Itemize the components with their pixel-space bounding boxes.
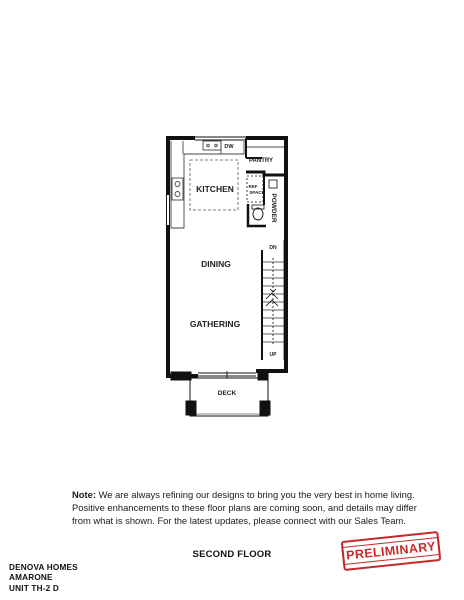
builder-name: DENOVA HOMES <box>9 563 78 572</box>
room-label-powder: POWDER <box>270 193 277 223</box>
pantry <box>246 138 284 158</box>
room-label-ref-space-2: SPACE <box>249 190 265 195</box>
note-prefix: Note: <box>72 489 96 500</box>
kitchen-window <box>195 137 246 140</box>
deck-door <box>198 371 256 378</box>
room-label-pantry: PANTRY <box>249 158 273 164</box>
powder-room <box>246 172 284 226</box>
stamp-text: PRELIMINARY <box>341 537 440 565</box>
stair-label-down: DN <box>269 245 277 251</box>
floor-title: SECOND FLOOR <box>192 549 272 560</box>
note-text: We are always refining our designs to bring you the very best in home living. Positive enhancements to these floor plans are coming soon, and details may differ from what is shown. For the latest updates, please connect with our Sales Team. <box>72 489 417 526</box>
room-label-dw: DW <box>224 144 234 150</box>
room-label-dining: DINING <box>201 259 231 269</box>
unit-name: UNIT TH-2 D <box>9 583 59 593</box>
plan-info <box>9 563 78 594</box>
ref-space <box>247 176 263 202</box>
community-name: AMARONE <box>9 573 53 583</box>
room-label-gathering: GATHERING <box>189 319 241 329</box>
stair-label-up: UP <box>269 352 277 358</box>
disclaimer-note <box>72 488 424 527</box>
stair-break <box>266 258 278 345</box>
room-label-deck: DECK <box>217 390 237 397</box>
room-label-kitchen: KITCHEN <box>196 184 234 194</box>
room-label-ref-space-1: REF <box>248 184 258 189</box>
